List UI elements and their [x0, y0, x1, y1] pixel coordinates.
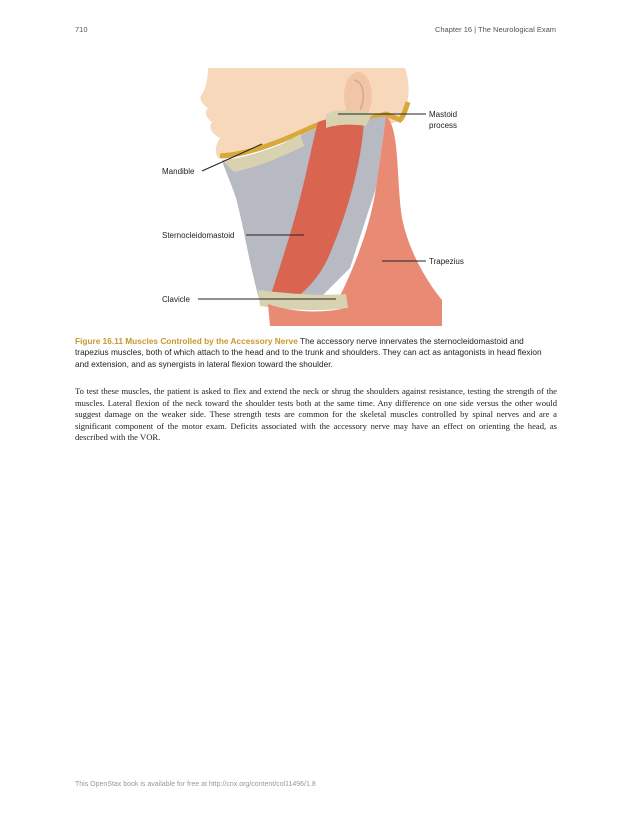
- footer-note: This OpenStax book is available for free at http://cnx.org/content/col11496/1.8: [75, 781, 316, 788]
- figure-caption: [75, 336, 557, 370]
- neck-anatomy-illustration: [150, 68, 480, 326]
- page-number: 710: [75, 25, 88, 34]
- figure-caption-text: The accessory nerve innervates the sternocleidomastoid and trapezius muscles, both of which attach to the head and to the trunk and shoulders. They can act as antagonists in head flexion and extension, and as synergists in lateral flexion toward the shoulder.: [75, 336, 542, 369]
- label-sternocleidomastoid: Sternocleidomastoid: [162, 231, 235, 240]
- body-paragraph: To test these muscles, the patient is asked to flex and extend the neck or shrug the shoulders against resistance, testing the strength of the muscles. Lateral flexion of the neck toward the shoulder tests both at the same time. Any difference on one side versus the other would suggest damage on the weaker side. These strength tests are common for the skeletal muscles controlled by spinal nerves and are a significant component of the motor exam. Deficits associated with the accessory nerve may have an effect on orienting the head, as described with the VOR.: [75, 386, 557, 443]
- label-trapezius: Trapezius: [429, 257, 464, 266]
- label-mastoid-line2: process: [429, 121, 458, 130]
- neck-muscles-figure: [150, 68, 480, 326]
- running-head: Chapter 16 | The Neurological Exam: [434, 25, 556, 34]
- label-mandible: Mandible: [162, 167, 195, 176]
- label-mastoid-line1: Mastoid: [429, 110, 458, 119]
- figure-title: Figure 16.11 Muscles Controlled by the Accessory Nerve: [75, 336, 298, 346]
- label-clavicle: Clavicle: [162, 295, 191, 304]
